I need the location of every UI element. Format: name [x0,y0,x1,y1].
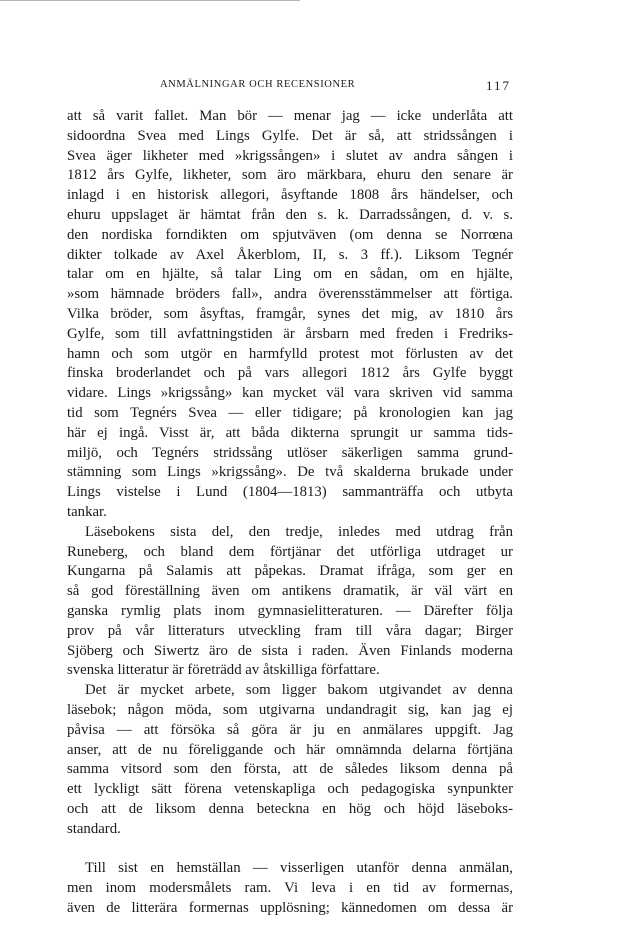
text-line: finska broderlandet och på vars allegori 1812 års Gylfe byggt [67,365,513,382]
text-line: tid som Tegnérs Svea — eller tidigare; på kronologien kan jag [67,404,513,421]
text-line: hamn och som utgör en harmfylld protest mot förlusten av det [67,345,513,362]
text-line: här ej ingå. Visst är, att båda dikterna sprungit ur samma tids- [67,424,513,441]
text-line: svenska litteratur är företrädd av åtskilliga författare. [67,662,380,679]
text-line: den nordiska forndikten om spjutväven (om denna se Norrœna [67,226,513,243]
text-line: tankar. [67,503,107,520]
page-number: 117 [486,78,512,93]
text-line: Gylfe, som till avfattningstiden är årsbarn med freden i Fredriks- [67,325,513,342]
text-line: och att de liksom denna beteckna en hög och höjd läseboks- [67,800,513,817]
text-line: ehuru uppslaget är hämtat från den s. k. Darradssången, d. v. s. [67,206,513,223]
running-title: ANMÄLNINGAR OCH RECENSIONER [160,79,356,90]
text-line: även de litterära formernas upplösning; kännedomen om dessa är [67,899,513,916]
text-line: inlagd i en historisk allegori, åsyftande 1808 års händelser, och [67,187,513,204]
text-line: Svea äger likheter med »krigssången» i slutet av andra sången i [67,147,513,164]
text-line: stämning som Lings »krigssång». De två skalderna brukade under [67,464,513,481]
text-line: så god föreställning även om antikens dramatik, är väl värt en [67,583,513,600]
text-line: men inom modersmålets ram. Vi leva i en tid av formernas, [67,880,513,897]
paragraph-1 [67,107,513,523]
text-line: läsebok; någon möda, som utgivarna undandragit sig, kan jag ej [67,701,513,718]
text-line: miljö, och Tegnérs stridssång utlöser säkerligen samma grund- [67,444,513,461]
paragraph-3 [67,681,513,839]
text-line: Kungarna på Salamis att påpekas. Dramat ifråga, som ger en [67,563,513,580]
text-line: Lings vistelse i Lund (1804—1813) sammanträffa och utbyta [67,484,513,501]
text-line: Till sist en hemställan — visserligen utanför denna anmälan, [85,860,513,877]
text-line: samma vitsord som den första, att de således liksom denna på [67,761,513,778]
text-line: »som hämnade bröders fall», andra överensstämmelser att förtiga. [67,286,513,303]
paragraph-4 [67,859,513,918]
text-line: att så varit fallet. Man bör — menar jag — icke underlåta att [67,108,513,124]
text-line: dikter tolkade av Axel Åkerblom, II, s. 3 ff.). Liksom Tegnér [67,246,513,263]
text-line: Vilka bröder, som åsyftas, framgår, synes det mig, av 1810 års [67,305,513,322]
text-line: prov på vår litteraturs utveckling fram till våra dagar; Birger [67,622,513,639]
text-line: sidoordna Svea med Lings Gylfe. Det är så, att stridssången i [67,127,513,144]
paragraph-gap [67,839,513,859]
text-line: Runeberg, och bland dem förtjänar det utförliga utdraget ur [67,543,513,560]
text-line: ganska rymlig plats inom gymnasielitteraturen. — Därefter följa [67,602,513,619]
paragraph-2 [67,523,513,681]
text-line: vidare. Lings »krigssång» kan mycket väl vara skriven vid samma [67,385,513,402]
text-line: påvisa — att försöka så göra är ju en anmälares uppgift. Jag [67,721,513,738]
text-line: 1812 års Gylfe, likheter, som äro märkbara, ehuru den senare är [67,167,513,184]
top-edge-rule [0,0,300,1]
text-line: talar om en hjälte, så talar Ling om en sådan, om en hjälte, [67,266,513,283]
text-line: Det är mycket arbete, som ligger bakom utgivandet av denna [85,682,513,699]
text-line: standard. [67,820,121,837]
text-line: Läsebokens sista del, den tredje, inledes med utdrag från [85,523,513,540]
text-line: Sjöberg och Siwertz äro de sista i raden. Även Finlands moderna [67,642,513,659]
text-line: ett lyckligt sätt förena vetenskapliga och pedagogiska synpunkter [67,781,513,798]
body-text [67,107,513,919]
running-head [0,79,624,95]
text-line: anser, att de nu föreliggande och här omnämnda delarna förtjäna [67,741,513,758]
